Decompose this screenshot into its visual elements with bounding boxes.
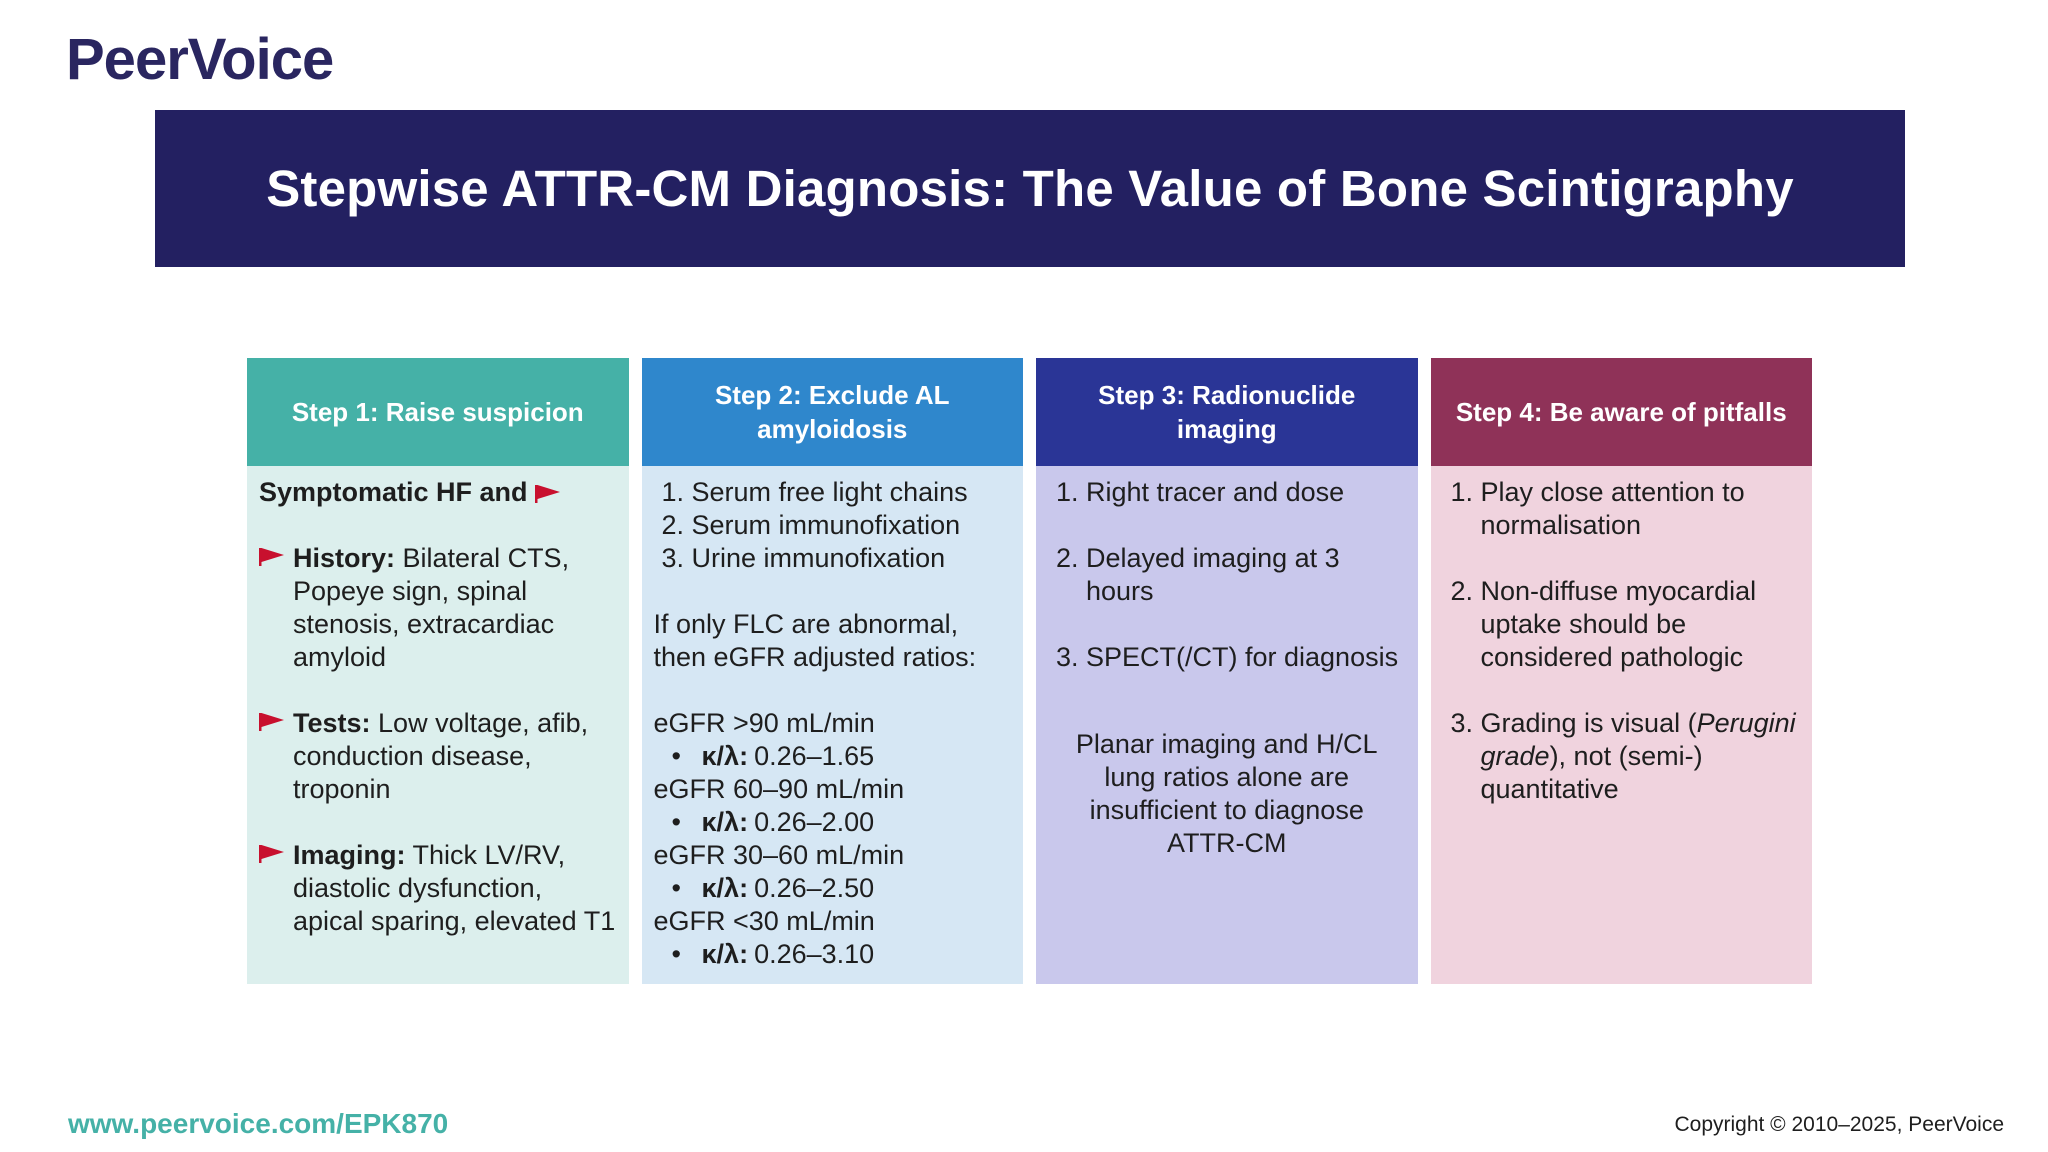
list-item: 2. Non-diffuse myocardial uptake should be considered pathologic (1450, 576, 1757, 672)
ratio-bullet: • κ/λ: 0.26–2.00 (671, 807, 875, 837)
step-2-test-list (654, 476, 1012, 575)
copyright-notice: Copyright © 2010–2025, PeerVoice (1674, 1113, 2004, 1136)
step-3-note: Planar imaging and H/CL lung ratios alone are insufficient to diagnose ATTR-CM (1075, 729, 1378, 858)
step-1-body (247, 466, 629, 984)
step-3-list (1048, 476, 1406, 674)
step-1-column (247, 358, 629, 984)
red-flag-icon (259, 713, 293, 731)
step-1-item: History: Bilateral CTS, Popeye sign, spinal stenosis, extracardiac amyloid (259, 542, 617, 674)
list-item: 2. Serum immunofixation (661, 510, 961, 540)
step-4-heading: Step 4: Be aware of pitfalls (1431, 358, 1813, 466)
ratio-bullet: • κ/λ: 0.26–3.10 (671, 939, 875, 969)
ratio-bullet: • κ/λ: 0.26–1.65 (671, 741, 875, 771)
ratio-bullet: • κ/λ: 0.26–2.50 (671, 873, 875, 903)
step-4-list (1443, 476, 1801, 806)
step-2-note: If only FLC are abnormal, then eGFR adjusted ratios: (653, 609, 977, 672)
list-item: 2. Delayed imaging at 3 hours (1056, 543, 1340, 606)
title-banner (155, 110, 1905, 267)
list-item: 1. Right tracer and dose (1056, 477, 1345, 507)
list-item: 3. Urine immunofixation (661, 543, 946, 573)
peervoice-logo: PeerVoice (66, 27, 334, 92)
footer-url-link[interactable]: www.peervoice.com/EPK870 (68, 1108, 449, 1139)
step-3-heading: Step 3: Radionuclide imaging (1036, 358, 1418, 466)
list-item: 1. Play close attention to normalisation (1450, 477, 1745, 540)
egfr-range: eGFR <30 mL/min (653, 906, 875, 936)
step-1-item: Imaging: Thick LV/RV, diastolic dysfunction, apical sparing, elevated T1 (259, 839, 617, 938)
egfr-range: eGFR 30–60 mL/min (653, 840, 905, 870)
step-4-column (1431, 358, 1813, 984)
slide-title: Stepwise ATTR-CM Diagnosis: The Value of Bone Scintigraphy (266, 160, 1794, 217)
list-item: 3. SPECT(/CT) for diagnosis (1056, 642, 1399, 672)
step-3-body (1036, 466, 1418, 984)
egfr-range: eGFR >90 mL/min (653, 708, 875, 738)
steps-table (247, 358, 1812, 984)
step-1-heading: Step 1: Raise suspicion (247, 358, 629, 466)
step-3-column (1036, 358, 1418, 984)
red-flag-icon (259, 845, 293, 863)
red-flag-icon (259, 548, 293, 566)
step-2-heading: Step 2: Exclude AL amyloidosis (642, 358, 1024, 466)
list-item: 3. Grading is visual (Perugini grade), not (semi-) quantitative (1450, 708, 1796, 804)
step-1-item: Tests: Low voltage, afib, conduction disease, troponin (259, 707, 617, 806)
red-flag-icon (535, 485, 561, 503)
egfr-range: eGFR 60–90 mL/min (653, 774, 905, 804)
step-2-column (642, 358, 1024, 984)
step-1-lead: Symptomatic HF and (259, 476, 617, 509)
step-4-body (1431, 466, 1813, 984)
list-item: 1. Serum free light chains (661, 477, 968, 507)
step-2-body (642, 466, 1024, 984)
